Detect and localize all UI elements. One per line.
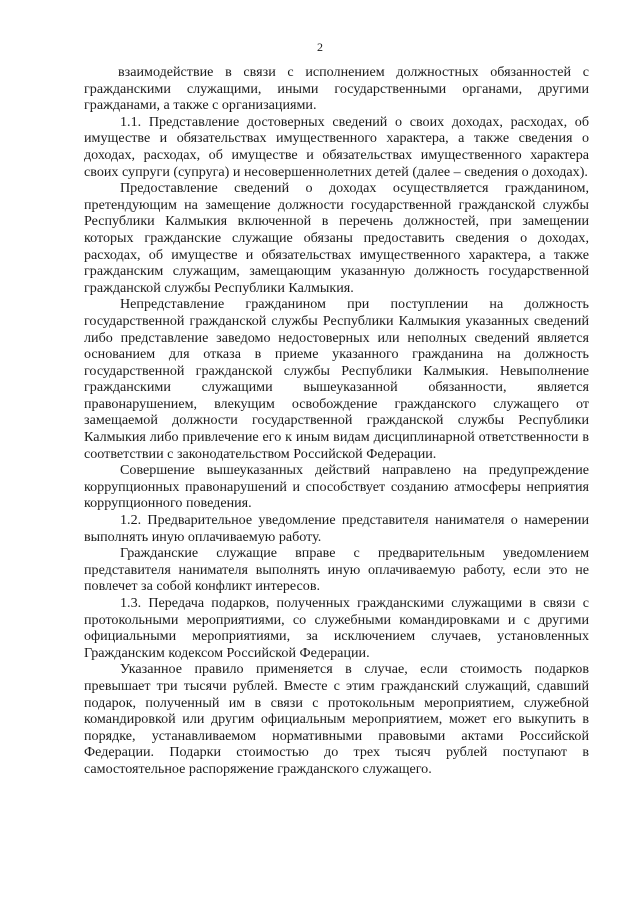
document-body (84, 64, 589, 778)
paragraph-gift-value-rule: Указанное правило применяется в случае, если стоимость подарков превышает три тысячи рублей. Вместе с этим гражданский служащий, сдавший подарок, полученный им в связи с протокольным мероприятием, служебной командировкой или другим официальным мероприятием, может его выкупить в порядке, устанавливаемом нормативными правовыми актами Российской Федерации. Подарки стоимостью до трех тысяч рублей поступают в самостоятельное распоряжение гражданского служащего. (84, 661, 589, 777)
page-number: 2 (317, 40, 323, 54)
paragraph-1-3-gifts: 1.3. Передача подарков, полученных гражданскими служащими в связи с протокольными мероприятиями, со служебными командировками и с другими официальными мероприятиями, за исключением случаев, установленных Гражданским кодексом Российской Федерации. (84, 595, 589, 661)
paragraph-1-1-income-disclosure: 1.1. Представление достоверных сведений о своих доходах, расходах, об имуществе и обязательствах имущественного характера, а также сведения о доходах, расходах, об имуществе и обязательствах имущественного характера своих супруги (супруга) и несовершеннолетних детей (далее – сведения о доходах). (84, 113, 589, 180)
paragraph-other-paid-work: Гражданские служащие вправе с предварительным уведомлением представителя нанимателя выполнять иную оплачиваемую работу, если это не повлечет за собой конфликт интересов. (84, 545, 589, 595)
paragraph-1-2-notification: 1.2. Предварительное уведомление представителя нанимателя о намерении выполнять иную оплачиваемую работу. (84, 512, 589, 545)
paragraph-continuation: взаимодействие в связи с исполнением должностных обязанностей с гражданскими служащими, иными государственными органами, другими гражданами, а также с организациями. (84, 64, 589, 114)
paragraph-non-submission: Непредставление гражданином при поступлении на должность государственной гражданской службы Республики Калмыкия указанных сведений либо представление заведомо недостоверных или неполных сведений является основанием для отказа в приеме указанного гражданина на должность государственной гражданской службы Республики Калмыкия. Невыполнение гражданскими служащими вышеуказанной обязанности, является правонарушением, влекущим освобождение гражданского служащего от замещаемой должности государственной гражданской службы Республики Калмыкия либо привлечение его к иным видам дисциплинарной ответственности в соответствии с законодательством Российской Федерации. (84, 296, 589, 462)
paragraph-income-submission: Предоставление сведений о доходах осуществляется гражданином, претендующим на замещение должности государственной гражданской службы Республики Калмыкия включенной в перечень должностей, при замещении которых гражданские служащие обязаны предоставить сведения о доходах, расходах, об имуществе и обязательствах имущественного характера, а также гражданским служащим, замещающим указанную должность государственной гражданской службы Республики Калмыкия. (84, 180, 589, 296)
paragraph-corruption-prevention: Совершение вышеуказанных действий направлено на предупреждение коррупционных правонарушений и способствует созданию атмосферы неприятия коррупционного поведения. (84, 462, 589, 512)
